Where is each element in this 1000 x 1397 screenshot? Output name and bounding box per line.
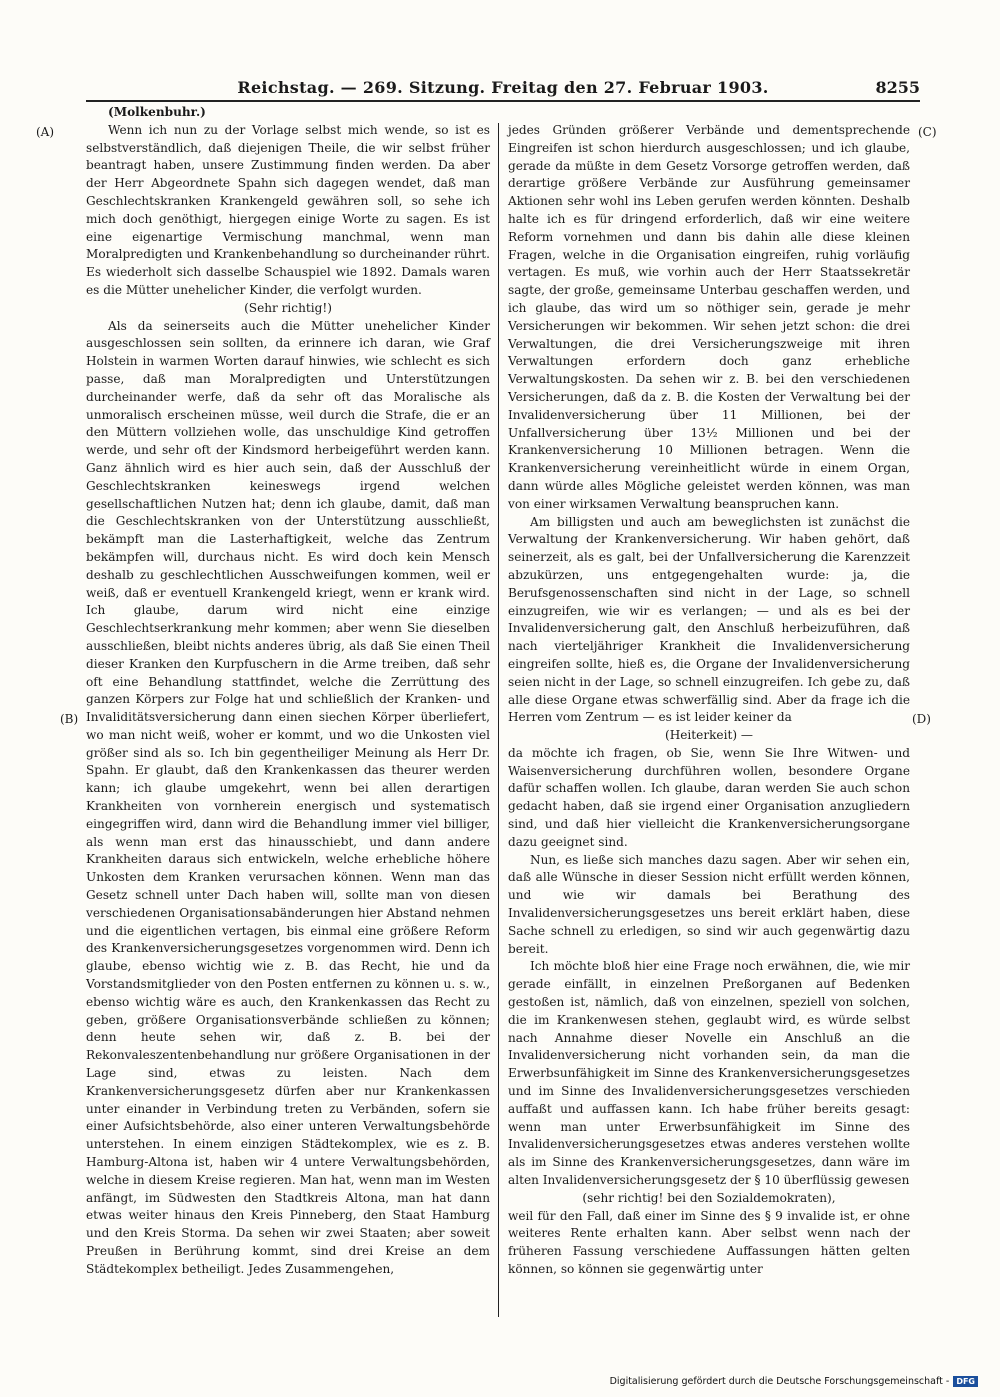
page-header: [86, 78, 920, 100]
margin-marker-d: (D): [912, 712, 931, 726]
margin-marker-c: (C): [918, 125, 937, 139]
paragraph: jedes Gründen größerer Verbände und dementsprechende Eingreifen ist schon hierdurch ausgeschlossen; und ich glaube, gerade da müßte in dem Gesetz Vorsorge getroffen werden, daß derartige größere Verbände zur Ausführung gemeinsamer Aktionen sehr wohl ins Leben gerufen werden könnten. Deshalb halte ich es für dringend erforderlich, daß wir eine weitere Reform vornehmen und dann bis dahin alle diese kleinen Fragen, welche in die Organisation eingreifen, ruhig vorläufig vertagen. Es muß, wie vorhin auch der Herr Staatssekretär sagte, der große, gemeinsame Unterbau geschaffen werden, und ich glaube, das wird um so nöthiger sein, gerade je mehr Versicherungen wir bekommen. Wir sehen jetzt schon: die drei Verwaltungen, die drei Versicherungszweige mit ihren Verwaltungen erfordern doch ganz erhebliche Verwaltungskosten. Da sehen wir z. B. bei den verschiedenen Versicherungen, daß da z. B. die Kosten der Verwaltung bei der Invalidenversicherung über 11 Millionen, bei der Unfallversicherung über 13½ Millionen und bei der Krankenversicherung 10 Millionen betragen. Wenn die Krankenversicherung vereinheitlicht würde in einem Organ, dann würde alles Mögliche geleistet werden können, was man von einer wirksamen Verwaltung beanspruchen kann.: [508, 123, 910, 511]
paragraph: Am billigsten und auch am beweglichsten ist zunächst die Verwaltung der Krankenversicherung. Wir haben gehört, daß seinerzeit, als es galt, bei der Unfallversicherung die Karenzzeit abzukürzen, uns entgegengehalten wurde: ja, die Berufsgenossenschaften sind nicht in der Lage, so schnell einzugreifen, wie wir es verlangen; — und als es bei der Invalidenversicherung galt, den Anschluß herbeizuführen, daß nach vierteljähriger Krankheit die Invalidenversicherung eingreifen sollte, hieß es, die Organe der Invalidenversicherung seien nicht in der Lage, so schnell einzugreifen. Ich gebe zu, daß alle diese Organe etwas schwerfällig sind. Aber da frage ich die Herren vom Zentrum — es ist leider keiner da: [508, 514, 910, 725]
paragraph: Nun, es ließe sich manches dazu sagen. Aber wir sehen ein, daß alle Wünsche in dieser Session nicht erfüllt werden können, und wie wir damals bei Berathung des Invalidenversicherungsgesetzes uns bereit erklärt haben, diese Sache schnell zu erledigen, so sind wir auch gegenwärtig dazu bereit.: [508, 852, 910, 956]
paragraph: Ich möchte bloß hier eine Frage noch erwähnen, die, wie mir gerade einfällt, in einzelnen Preßorganen auf Bedenken gestoßen ist, nämlich, daß von einzelnen, speziell von solchen, die im Krankenwesen stehen, geglaubt wird, es würde selbst nach Annahme dieser Novelle ein Anschluß an die Invalidenversicherung nicht vorhanden sein, da man die Erwerbsunfähigkeit im Sinne des Krankenversicherungsgesetzes und im Sinne des Invalidenversicherungsgesetzes verschieden auffaßt und auffassen kann. Ich habe früher bereits gesagt: wenn man unter Erwerbsunfähigkeit im Sinne des Invalidenversicherungsgesetzes etwas anderes verstehen wollte als im Sinne des Krankenversicherungsgesetzes, dann wäre im alten Invalidenversicherungsgesetz der § 10 überflüssig gewesen: [508, 959, 910, 1188]
interjection: (sehr richtig! bei den Sozialdemokraten),: [582, 1190, 836, 1205]
left-column: [86, 104, 490, 1279]
speaker-name: (Molkenbuhr.): [108, 105, 206, 119]
right-column: [508, 122, 910, 1279]
paragraph: Als da seinerseits auch die Mütter unehelicher Kinder ausgeschlossen sein sollten, da erinnere ich daran, wie Graf Holstein in warmen Worten darauf hinwies, wie schlecht es sich passe, daß man Moralpredigten und Unterstützungen durcheinander werfe, daß da sehr oft das Moralische als unmoralisch erscheinen müsse, weil durch die Strafe, die er an den Müttern vollziehen wolle, das unschuldige Kind getroffen werde, und sehr oft der Kindsmord herbeigeführt werden kann. Ganz ähnlich wird es hier auch sein, daß der Ausschluß der Geschlechtskranken keineswegs irgend welchen gesellschaftlichen Nutzen hat; denn ich glaube, damit, daß man die Geschlechtskranken von der Unterstützung ausschließt, bekämpft man die Lasterhaftigkeit, welche das Zentrum bekämpfen will, durchaus nicht. Es wird doch kein Mensch deshalb zu geschlechtlichen Ausschweifungen kommen, weil er weiß, daß er eventuell Krankengeld kriegt, wenn er krank wird. Ich glaube, darum wird nicht eine einzige Geschlechtserkrankung mehr kommen; aber wenn Sie dieselben ausschließen, bleibt nichts anderes übrig, als daß Sie einen Theil dieser Kranken den Kurpfuschern in die Arme treiben, daß sehr oft eine Behandlung stattfindet, welche die Zerrüttung des ganzen Körpers zur Folge hat und schließlich der Kranken- und Invaliditätsversicherung dann einen siechen Körper überliefert, wo man nicht weiß, woher er kommt, und wo die Unkosten viel größer sind als so. Ich bin gegentheiliger Meinung als Herr Dr. Spahn. Er glaubt, daß den Krankenkassen das theurer werden kann; ich glaube umgekehrt, wenn bei allen derartigen Krankheiten von vornherein energisch und systematisch eingegriffen wird, dann wird die Behandlung immer viel billiger, als wenn man erst das hinausschiebt, und dann andere Krankheiten daraus sich entwickeln, welche erhebliche höhere Unkosten dem Kranken verursachen können. Wenn man das Gesetz schnell unter Dach haben will, sollte man von diesen verschiedenen Organisationsabänderungen hier Abstand nehmen und die eigentlichen vertagen, bis einmal eine größere Reform des Krankenversicherungsgesetzes vorgenommen wird. Denn ich glaube, ebenso wichtig wie z. B. das Recht, hie und da Vorstandsmitglieder von den Posten entfernen zu können u. s. w., ebenso wichtig wäre es auch, den Krankenkassen das Recht zu geben, größere Organisationsverbände schließen zu können; denn heute sehen wir, daß z. B. bei der Rekonvaleszentenbehandlung nur größere Organisationen in der Lage sind, etwas zu leisten. Nach dem Krankenversicherungsgesetz dürfen aber nur Krankenkassen unter einander in Verbindung treten zu Verbänden, sofern sie einer Aufsichtsbehörde, also einer unteren Verwaltungsbehörde unterstehen. In einem einzigen Städtekomplex, wie es z. B. Hamburg-Altona ist, haben wir 4 untere Verwaltungsbehörden, welche in diesem Kreise regieren. Man hat, wenn man im Westen anfängt, im Südwesten den Stadtkreis Altona, man hat dann etwas weiter hinaus den Kreis Pinneberg, den Staat Hamburg und den Kreis Storma. Da sehen wir zwei Staaten; aber soweit Preußen in Berührung kommt, sind drei Kreise an dem Städtekomplex betheiligt. Jedes Zusammengehen,: [86, 318, 490, 1276]
interjection: (Heiterkeit) —: [665, 728, 753, 743]
margin-marker-b: (B): [60, 712, 79, 726]
page-number: 8255: [875, 78, 920, 97]
interjection: (Sehr richtig!): [244, 300, 332, 315]
dfg-logo: DFG: [953, 1376, 978, 1387]
paragraph: da möchte ich fragen, ob Sie, wenn Sie Ihre Witwen- und Waisenversicherung durchführen wollen, besondere Organe dafür schaffen wollen. Ich glaube, daran werden Sie auch schon gedacht haben, daß sie irgend einer Organisation anzugliedern sind, und daß hier vielleicht die Krankenversicherungsorgane dazu geeignet sind.: [508, 745, 910, 849]
digitization-footer: [610, 1376, 978, 1387]
column-divider: [498, 123, 499, 1317]
footer-text: Digitalisierung gefördert durch die Deutsche Forschungsgemeinschaft -: [609, 1376, 950, 1387]
header-rule: [86, 100, 920, 102]
page-title: Reichstag. — 269. Sitzung. Freitag den 27. Februar 1903.: [237, 78, 769, 97]
margin-marker-a: (A): [36, 125, 55, 139]
paragraph: Wenn ich nun zu der Vorlage selbst mich wende, so ist es selbstverständlich, daß diejenigen Theile, die wir selbst früher beantragt haben, unsere Zustimmung finden werden. Da aber der Herr Abgeordnete Spahn sich dagegen wendet, daß man Geschlechtskranken Krankengeld gewähren soll, so sehe ich mich doch genöthigt, hiergegen einige Worte zu sagen. Es ist eine eigenartige Vermischung manchmal, wenn man Moralpredigten und Krankenbehandlung so durcheinander rührt. Es wiederholt sich dasselbe Schauspiel wie 1892. Damals waren es die Mütter unehelicher Kinder, die verfolgt wurden.: [86, 122, 490, 297]
paragraph: weil für den Fall, daß einer im Sinne des § 9 invalide ist, er ohne weiteres Rente erhalten kann. Aber selbst wenn nach der früheren Fassung verschiedene Auffassungen hätten gelten können, so können sie gegenwärtig unter: [508, 1208, 910, 1276]
